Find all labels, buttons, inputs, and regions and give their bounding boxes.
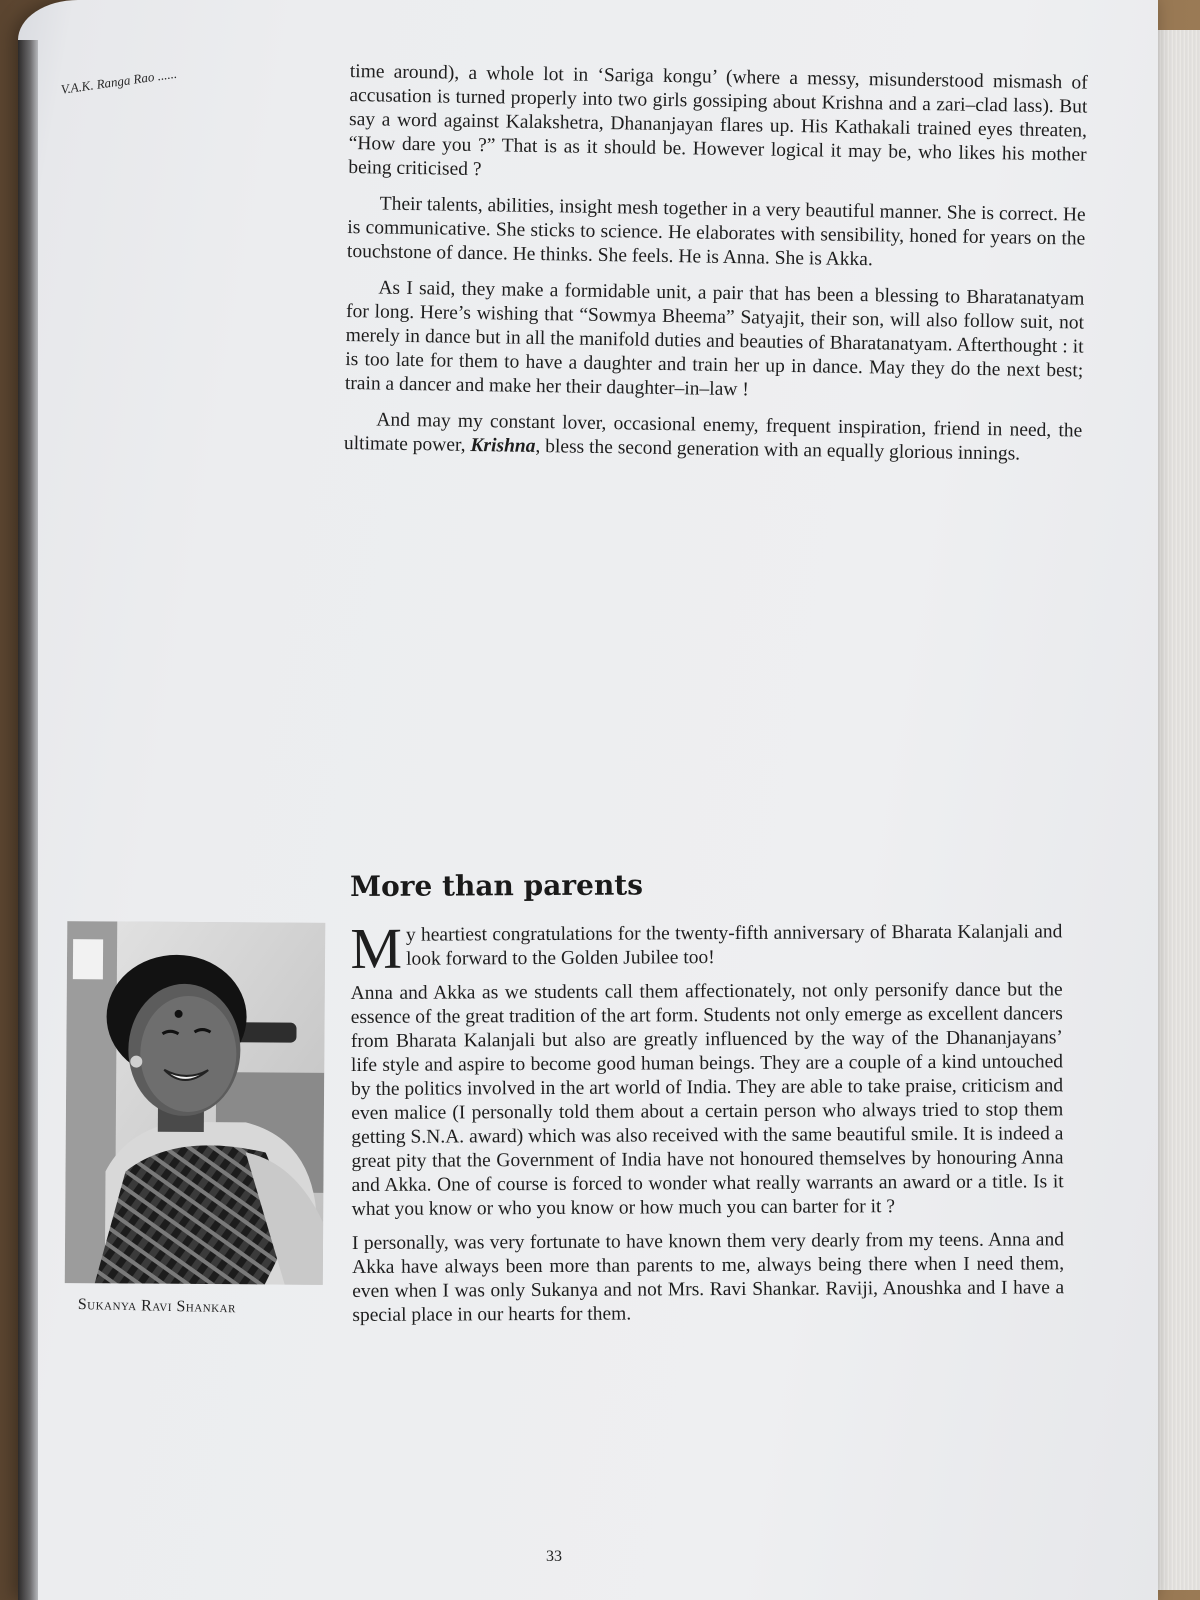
article-title: More than parents	[350, 868, 644, 903]
portrait-image	[65, 921, 326, 1285]
drop-cap: M	[350, 915, 403, 981]
lead-paragraph	[350, 915, 1063, 981]
krishna-emphasis: Krishna	[470, 434, 536, 457]
book-page	[18, 0, 1158, 1600]
article-body	[350, 866, 1064, 1338]
page-number: 33	[546, 1548, 562, 1565]
paragraph: I personally, was very fortunate to have known them very dearly from my teens. Anna and Akka have always been more than parents to me, always being there when I need them, even when I was only Sukanya and not Mrs. Ravi Shankar. Raviji, Anoushka and I have a special place in our hearts for them.	[351, 1229, 1065, 1326]
paragraph: Their talents, abilities, insight mesh together in a very beautiful manner. She is correct. He is communicative. She sticks to science. He elaborates with sensibility, honed for years on the touchstone of dance. He thinks. She feels. He is Anna. She is Akka.	[346, 193, 1086, 271]
lead-text: y heartiest congratulations for the twenty-fifth anniversary of Bharata Kalanjali and look forward to the Golden Jubilee too!	[405, 921, 1063, 970]
closing-text-after: , bless the second generation with an equally glorious innings.	[535, 435, 1021, 465]
portrait-photo	[65, 921, 326, 1285]
closing-paragraph	[344, 408, 1083, 468]
facing-page-edge	[18, 40, 38, 1600]
closing-text-before: And may my constant lover, occasional enemy, frequent inspiration, friend in need, the ultimate power,	[343, 409, 1083, 456]
previous-article-text	[344, 60, 1088, 480]
paragraph: Anna and Akka as we students call them affectionately, not only personify dance but the essence of the great tradition of the art form. Students not only emerge as excellent dancers from Bharata Kalanjali but also are greatly influenced by the way of the Dhananjayans’ life style and aspire to become good human beings. They are a couple of a kind untouched by the politics involved in the art world of India. They are able to take praise, criticism and even malice (I personally told them about a certain person who always tried to stop them getting S.N.A. award) which was also received with the same beautiful smile. It is indeed a great pity that the Government of India have not honoured themselves by honouring Anna and Akka. One of course is forced to wonder what really warrants an award or a title. Is it what you know or who you know or how much you can barter for it ?	[350, 979, 1064, 1220]
photo-caption: Sukanya Ravi Shankar	[77, 1296, 237, 1317]
running-head: V.A.K. Ranga Rao ......	[60, 65, 178, 97]
paragraph: time around), a whole lot in ‘Sariga kongu’ (where a messy, misunderstood mismash of accusation is turned properly into two girls gossiping about Krishna and a zari–clad lass). But say a word against Kalakshetra, Dhananjayan flares up. His Kathakali trained eyes threaten, “How dare you ?” That is as it should be. However logical it may be, who likes his mother being criticised ?	[348, 60, 1088, 181]
paragraph: As I said, they make a formidable unit, a pair that has been a blessing to Bharatanatyam for long. Here’s wishing that “Sowmya Bheema” Satyajit, their son, will also follow suit, not merely in dance but in all the manifold duties and beauties of Bharatanatyam. Afterthought : it is too late for them to have a daughter and train her up in dance. May they do the next best; train a dancer and make her their daughter–in–law !	[344, 277, 1085, 401]
